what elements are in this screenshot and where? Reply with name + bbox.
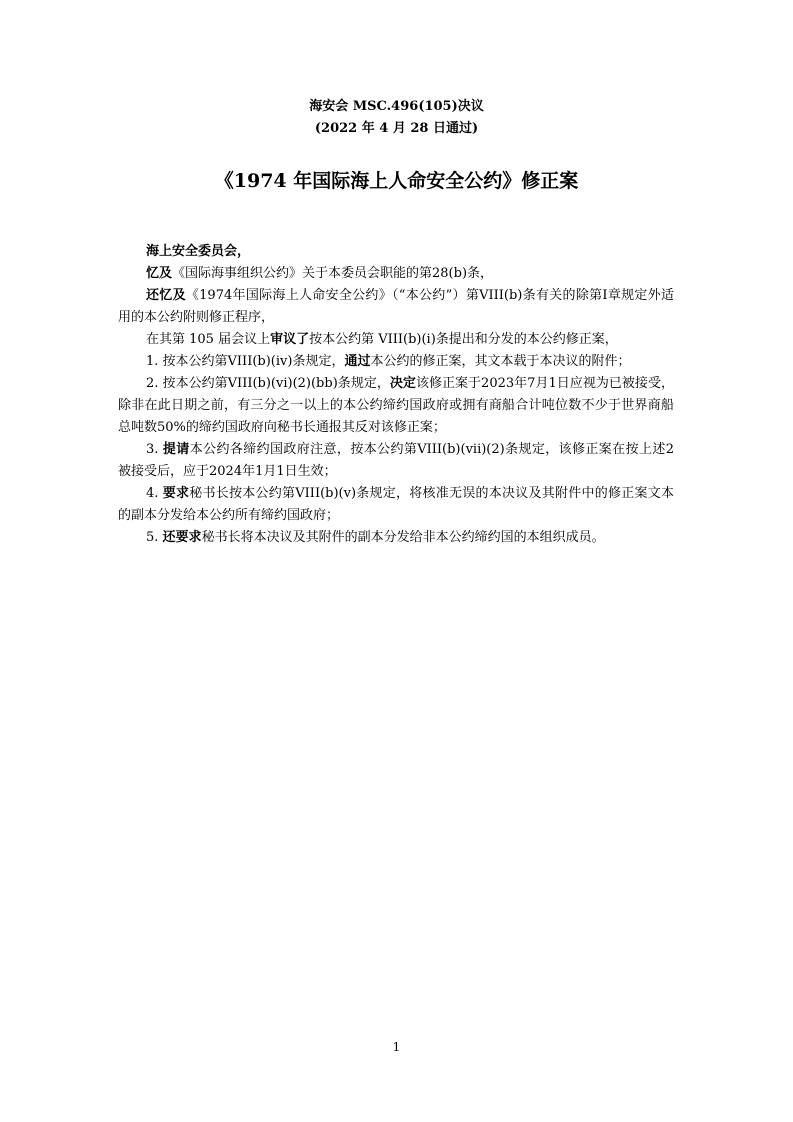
paragraph-text: 按本公约第 VIII(b)(i)条提出和分发的本公约修正案， [309, 332, 618, 347]
paragraph-prefix: 4. [146, 486, 163, 501]
paragraph-prefix: 1. 按本公约第VIII(b)(iv)条规定， [146, 354, 345, 369]
paragraph-text: 《1974年国际海上人命安全公约》（“本公约”）第VIII(b)条有关的除第I章规定外适用的本公约附则修正程序， [118, 288, 674, 325]
document-body [118, 241, 674, 549]
operative-paragraph-4 [118, 483, 674, 527]
operative-paragraph-2 [118, 373, 674, 439]
paragraph-keyword: 还忆及 [146, 288, 186, 303]
resolution-number: 海安会 MSC.496(105)决议 [309, 99, 484, 114]
page-number: 1 [392, 1040, 401, 1054]
paragraph-keyword: 要求 [162, 486, 190, 501]
paragraph-keyword: 审议了 [270, 332, 310, 347]
paragraph-keyword: 通过 [344, 354, 371, 369]
paragraph-keyword: 忆及 [146, 266, 173, 281]
paragraph-prefix: 3. [146, 442, 163, 457]
paragraph-prefix: 2. 按本公约第VIII(b)(vi)(2)(bb)条规定， [146, 376, 390, 391]
operative-paragraph-5 [118, 527, 674, 549]
paragraph-keyword: 决定 [389, 376, 416, 391]
paragraph-keyword: 提请 [162, 442, 190, 457]
paragraph-considered [118, 329, 674, 351]
adoption-date: (2022 年 4 月 28 日通过) [314, 121, 479, 136]
paragraph-text: 本公约的修正案，其文本载于本决议的附件； [370, 354, 631, 369]
paragraph-text: 《国际海事组织公约》关于本委员会职能的第28(b)条， [172, 266, 494, 281]
operative-paragraph-3 [118, 439, 674, 483]
paragraph-recalling-further [118, 285, 674, 329]
paragraph-prefix: 在其第 105 届会议上 [146, 332, 271, 347]
paragraph-text: 本公约各缔约国政府注意，按本公约第VIII(b)(vii)(2)条规定，该修正案在按上述2被接受后，应于2024年1月1日生效； [118, 442, 674, 479]
paragraph-text: 该修正案于2023年7月1日应视为已被接受，除非在此日期之前，有三分之一以上的本公约缔约国政府或拥有商船合计吨位数不少于世界商船总吨数50%的缔约国政府向秘书长通报其反对该修正案； [118, 376, 674, 435]
committee-line: 海上安全委员会， [146, 244, 251, 259]
paragraph-recalling [118, 263, 674, 285]
paragraph-keyword: 还要求 [162, 530, 202, 545]
operative-paragraph-1 [118, 351, 674, 373]
paragraph-text: 秘书长按本公约第VIII(b)(v)条规定，将核准无误的本决议及其附件中的修正案文本的副本分发给本公约所有缔约国政府； [118, 486, 674, 523]
paragraph-prefix: 5. [146, 530, 163, 545]
document-header [0, 96, 793, 140]
document-title: 《1974 年国际海上人命安全公约》修正案 [214, 170, 579, 192]
paragraph-text: 秘书长将本决议及其附件的副本分发给非本公约缔约国的本组织成员。 [201, 530, 605, 545]
